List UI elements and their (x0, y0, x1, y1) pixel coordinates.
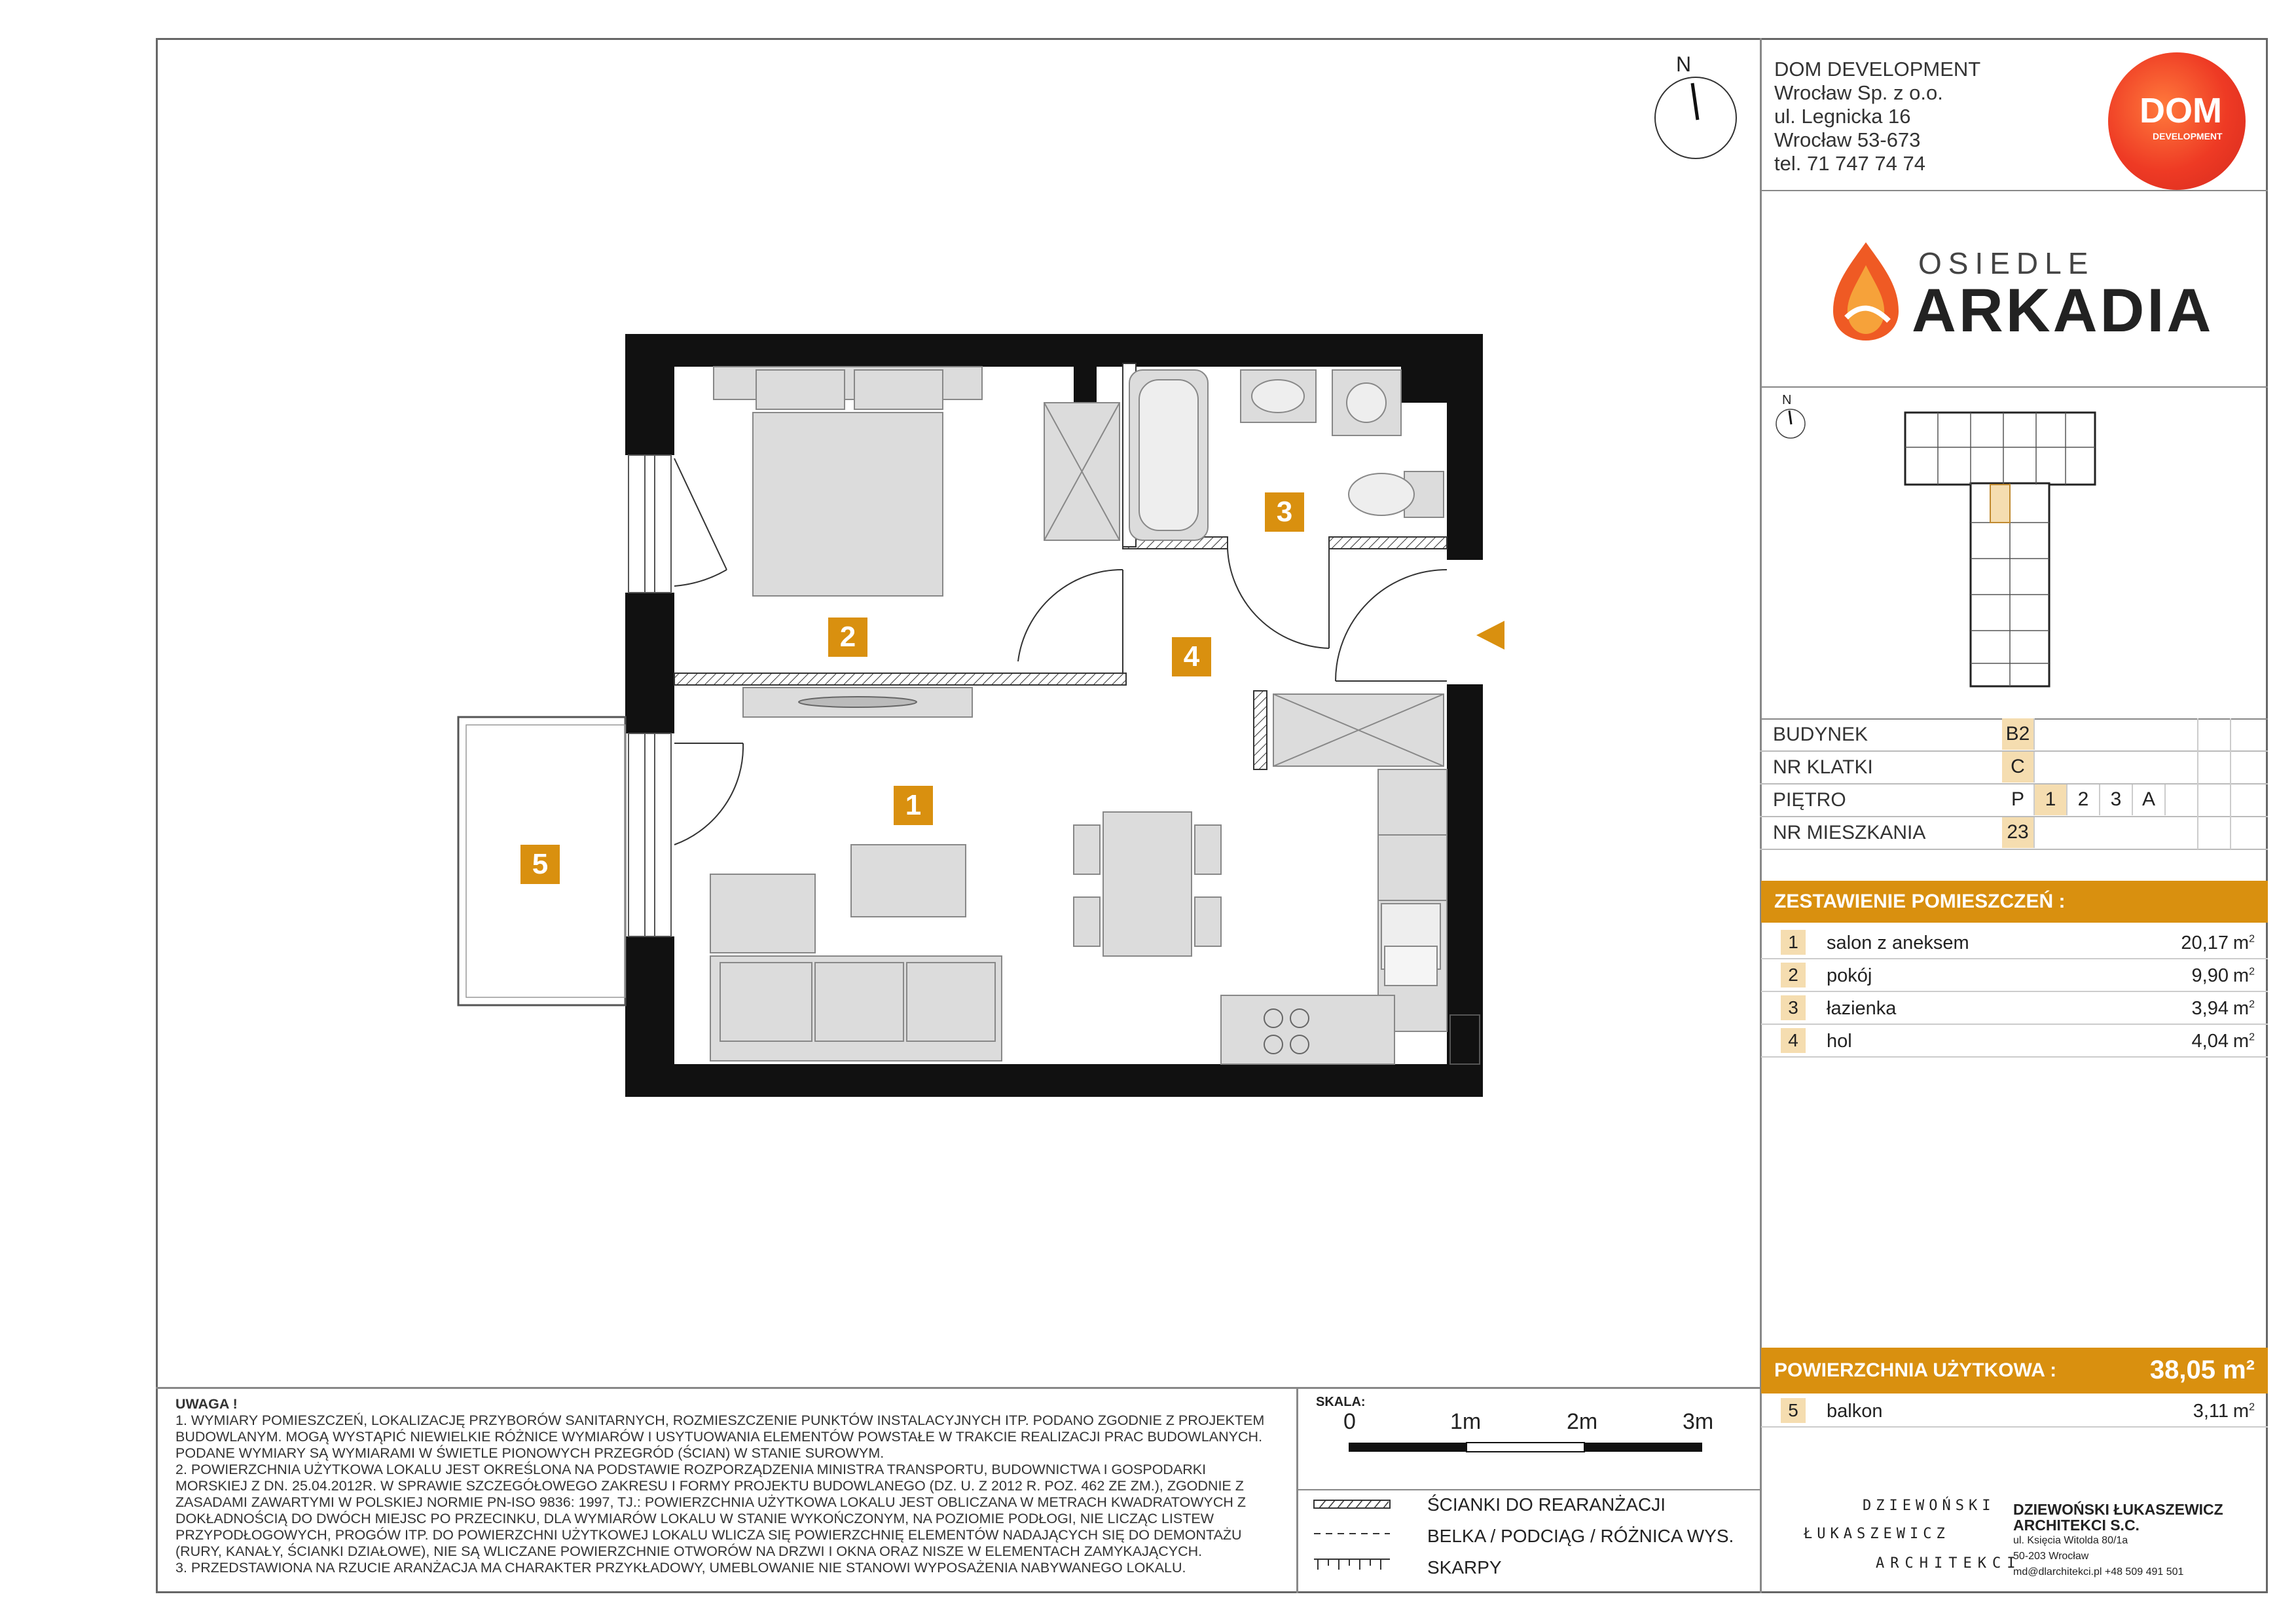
info-label-mieszkanie: NR MIESZKANIA (1773, 822, 1926, 843)
logo-text-development: DEVELOPMENT (2153, 131, 2223, 141)
legend-label-beam: BELKA / PODCIĄG / RÓŻNICA WYS. (1427, 1526, 1734, 1546)
room-area: 4,04 (2191, 1031, 2229, 1052)
notes-line: (RURY, KANAŁY, ŚCIANKI DZIAŁOWE), NIE SĄ WLICZANE POWIERZCHNIE OTWORÓW NA DRZWI I OKNA ORAZ NISZE W ELEMENTACH ZAMYKAJĄCYCH. (175, 1543, 1203, 1559)
info-table (1760, 718, 2268, 849)
info-value-pietro-1: 1 (2035, 784, 2068, 815)
legend-label-slopes: SKARPY (1427, 1557, 1502, 1578)
company-phone: tel. 71 747 74 74 (1774, 152, 1925, 175)
architect-info (2013, 1502, 2223, 1580)
info-value-pietro-a: A (2133, 784, 2166, 815)
scale-tick-1: 1m (1450, 1409, 1482, 1434)
room-num: 5 (1781, 1398, 1806, 1423)
legend-hatch-icon (1313, 1495, 1391, 1513)
room-num: 1 (1781, 930, 1806, 955)
plan-label-room-3: 3 (1265, 492, 1304, 532)
architect-name1: DZIEWOŃSKI ŁUKASZEWICZ (2013, 1501, 2223, 1518)
notes-line: ZASADAMI ZAWARTYMI W POLSKIEJ NORMIE PN-ISO 9836: 1997, TJ.: POWIERZCHNIA UŻYTKOWA LOKALU JEST OBLICZANA W METRACH KWADRATOWYCH Z (175, 1494, 1247, 1510)
building-key-plan (1899, 411, 2108, 693)
architect-addr1: ul. Księcia Witolda 80/1a (2013, 1535, 2128, 1546)
plan-label-room-2: 2 (828, 618, 867, 657)
plan-label-room-1: 1 (894, 786, 933, 825)
project-name: ARKADIA (1912, 276, 2214, 344)
notes-line: 2. POWIERZCHNIA UŻYTKOWA LOKALU JEST OKREŚLONA NA PODSTAWIE ROZPORZĄDZENIA MINISTRA TRANSPORTU, BUDOWNICTWA I GOSPODARKI (175, 1462, 1207, 1477)
logo-text-dom: DOM (2140, 91, 2222, 130)
floor-plan (445, 327, 1545, 1113)
room-row (1761, 1025, 2268, 1058)
room-unit: $m^2$ (2232, 932, 2255, 953)
project-prefix: OSIEDLE (1918, 246, 2095, 280)
company-info (1774, 58, 1980, 175)
legend-dash-icon (1313, 1527, 1391, 1540)
total-area-bar (1761, 1348, 2268, 1393)
project-divider (1760, 386, 2268, 388)
plan-label-room-5: 5 (520, 845, 560, 884)
room-row (1761, 927, 2268, 959)
total-area-label: POWIERZCHNIA UŻYTKOWA : (1774, 1359, 2057, 1381)
notes-title: UWAGA ! (175, 1396, 238, 1412)
notes-line: BUDOWLANYM. MOGĄ WYSTĄPIĆ NIEWIELKIE RÓŻNICE WYMIARÓW I USYTUOWANIA ELEMENTÓW POWSTAŁE W TRAKCIE REALIZACJI PRAC BUDOWLANYCH. (175, 1429, 1263, 1445)
room-name: salon z aneksem (1827, 932, 1969, 953)
info-value-mieszkanie: 23 (2002, 817, 2035, 848)
room-row (1761, 959, 2268, 992)
notes-line: PRZYPODŁOGOWYCH, PROGÓW ITP. DO POWIERZCHNI UŻYTKOWEJ LOKALU WLICZA SIĘ POWIERZCHNIĘ ELEMENTÓW NADAJĄCYCH SIĘ DO DEMONTAŻU (175, 1527, 1242, 1543)
notes-block (175, 1396, 1282, 1576)
room-num: 3 (1781, 995, 1806, 1020)
room-name: hol (1827, 1031, 1852, 1052)
company-line2: Wrocław Sp. z o.o. (1774, 81, 1943, 104)
scale-title: SKALA: (1316, 1395, 1366, 1409)
rooms-header: ZESTAWIENIE POMIESZCZEŃ : (1774, 891, 2066, 912)
architect-logo: DZIEWOŃSKI ŁUKASZEWICZ ARCHITEKCI (1804, 1498, 2022, 1572)
north-arrow-icon (1653, 75, 1738, 160)
company-line4: Wrocław 53-673 (1774, 128, 1921, 151)
room-area: 3,94 (2191, 998, 2229, 1019)
scale-tick-2: 2m (1567, 1409, 1598, 1434)
info-value-pietro-3: 3 (2100, 784, 2133, 815)
room-name: łazienka (1827, 998, 1897, 1019)
room-unit: $m^2$ (2232, 1031, 2255, 1052)
company-line3: ul. Legnicka 16 (1774, 105, 1911, 128)
arkadia-flame-icon (1827, 239, 1905, 344)
north-label: N (1676, 52, 1692, 76)
legend-slope-icon (1313, 1555, 1391, 1572)
info-value-pietro-p: P (2002, 784, 2035, 815)
architect-contact: md@dlarchitekci.pl +48 509 491 501 (2013, 1566, 2184, 1578)
legend-label-rearrangement: ŚCIANKI DO REARANŻACJI (1427, 1494, 1666, 1515)
room-row (1761, 992, 2268, 1025)
room-unit: $m^2$ (2232, 998, 2255, 1019)
room-area: 9,90 (2191, 965, 2229, 986)
notes-divider (156, 1387, 1760, 1389)
room-num: 4 (1781, 1028, 1806, 1053)
info-label-budynek: BUDYNEK (1773, 724, 1868, 745)
info-label-klatka: NR KLATKI (1773, 756, 1873, 778)
keyplan-north-icon (1774, 407, 1807, 440)
scale-legend-divider (1296, 1489, 1761, 1490)
notes-line: PODANE WYMIARY SĄ WYMIARAMI W ŚWIETLE PIONOWYCH PRZEGRÓD (ŚCIAN) W STANIE SUROWYM. (175, 1445, 884, 1461)
room-area: 3,11 (2193, 1401, 2229, 1422)
info-value-klatka: C (2002, 751, 2035, 783)
company-name: DOM DEVELOPMENT (1774, 58, 1981, 81)
info-label-pietro: PIĘTRO (1773, 789, 1846, 811)
scale-tick-3: 3m (1683, 1409, 1714, 1434)
notes-line: 1. WYMIARY POMIESZCZEŃ, LOKALIZACJĘ PRZYBORÓW SANITARNYCH, ROZMIESZCZENIE PUNKTÓW INSTALACYJNYCH ITP. PODANO ZGODNIE Z PROJEKTEM (175, 1412, 1265, 1428)
notes-line: MORSKIEJ Z DN. 25.04.2012R. W SPRAWIE SZCZEGÓŁOWEGO ZAKRESU I FORMY PROJEKTU BUDOWLANEGO (DZ. U. Z 2012 R. POZ. 462 ZE ZM.), ZGODNIE Z (175, 1478, 1244, 1494)
architect-addr2: 50-203 Wrocław (2013, 1551, 2089, 1562)
keyplan-north-label: N (1782, 393, 1792, 407)
scale-tick-0: 0 (1343, 1409, 1356, 1434)
info-value-budynek: B2 (2002, 718, 2035, 750)
scale-bar (1349, 1441, 1702, 1454)
room-name: pokój (1827, 965, 1872, 986)
room-unit: $m^2$ (2232, 965, 2255, 986)
dom-development-logo (2108, 52, 2246, 190)
total-area-value: 38,05 m² (2149, 1356, 2255, 1384)
plan-label-room-4: 4 (1172, 637, 1211, 676)
balcony-row (1761, 1395, 2268, 1428)
notes-line: 3. PRZEDSTAWIONA NA RZUCIE ARANŻACJA MA CHARAKTER PRZYKŁADOWY, UMEBLOWANIE NIE STANOWI WYPOSAŻENIA NABYWANEGO LOKALU. (175, 1560, 1186, 1576)
info-value-pietro-2: 2 (2068, 784, 2100, 815)
room-name: balkon (1827, 1401, 1883, 1422)
room-area: 20,17 (2181, 932, 2229, 953)
architect-name2: ARCHITEKCI S.C. (2013, 1517, 2140, 1534)
notes-line: DOKŁADNOŚCIĄ DO DWÓCH MIEJSC PO PRZECINKU, DLA WYMIARÓW LOKALU W STANIE WYKOŃCZONYM, NA POZIOMIE PODŁOGI, NIE LICZĄC LISTEW (175, 1511, 1214, 1526)
room-num: 2 (1781, 963, 1806, 987)
room-unit: $m^2$ (2232, 1401, 2255, 1422)
company-divider (1760, 190, 2268, 191)
rooms-header-bar (1761, 881, 2268, 923)
